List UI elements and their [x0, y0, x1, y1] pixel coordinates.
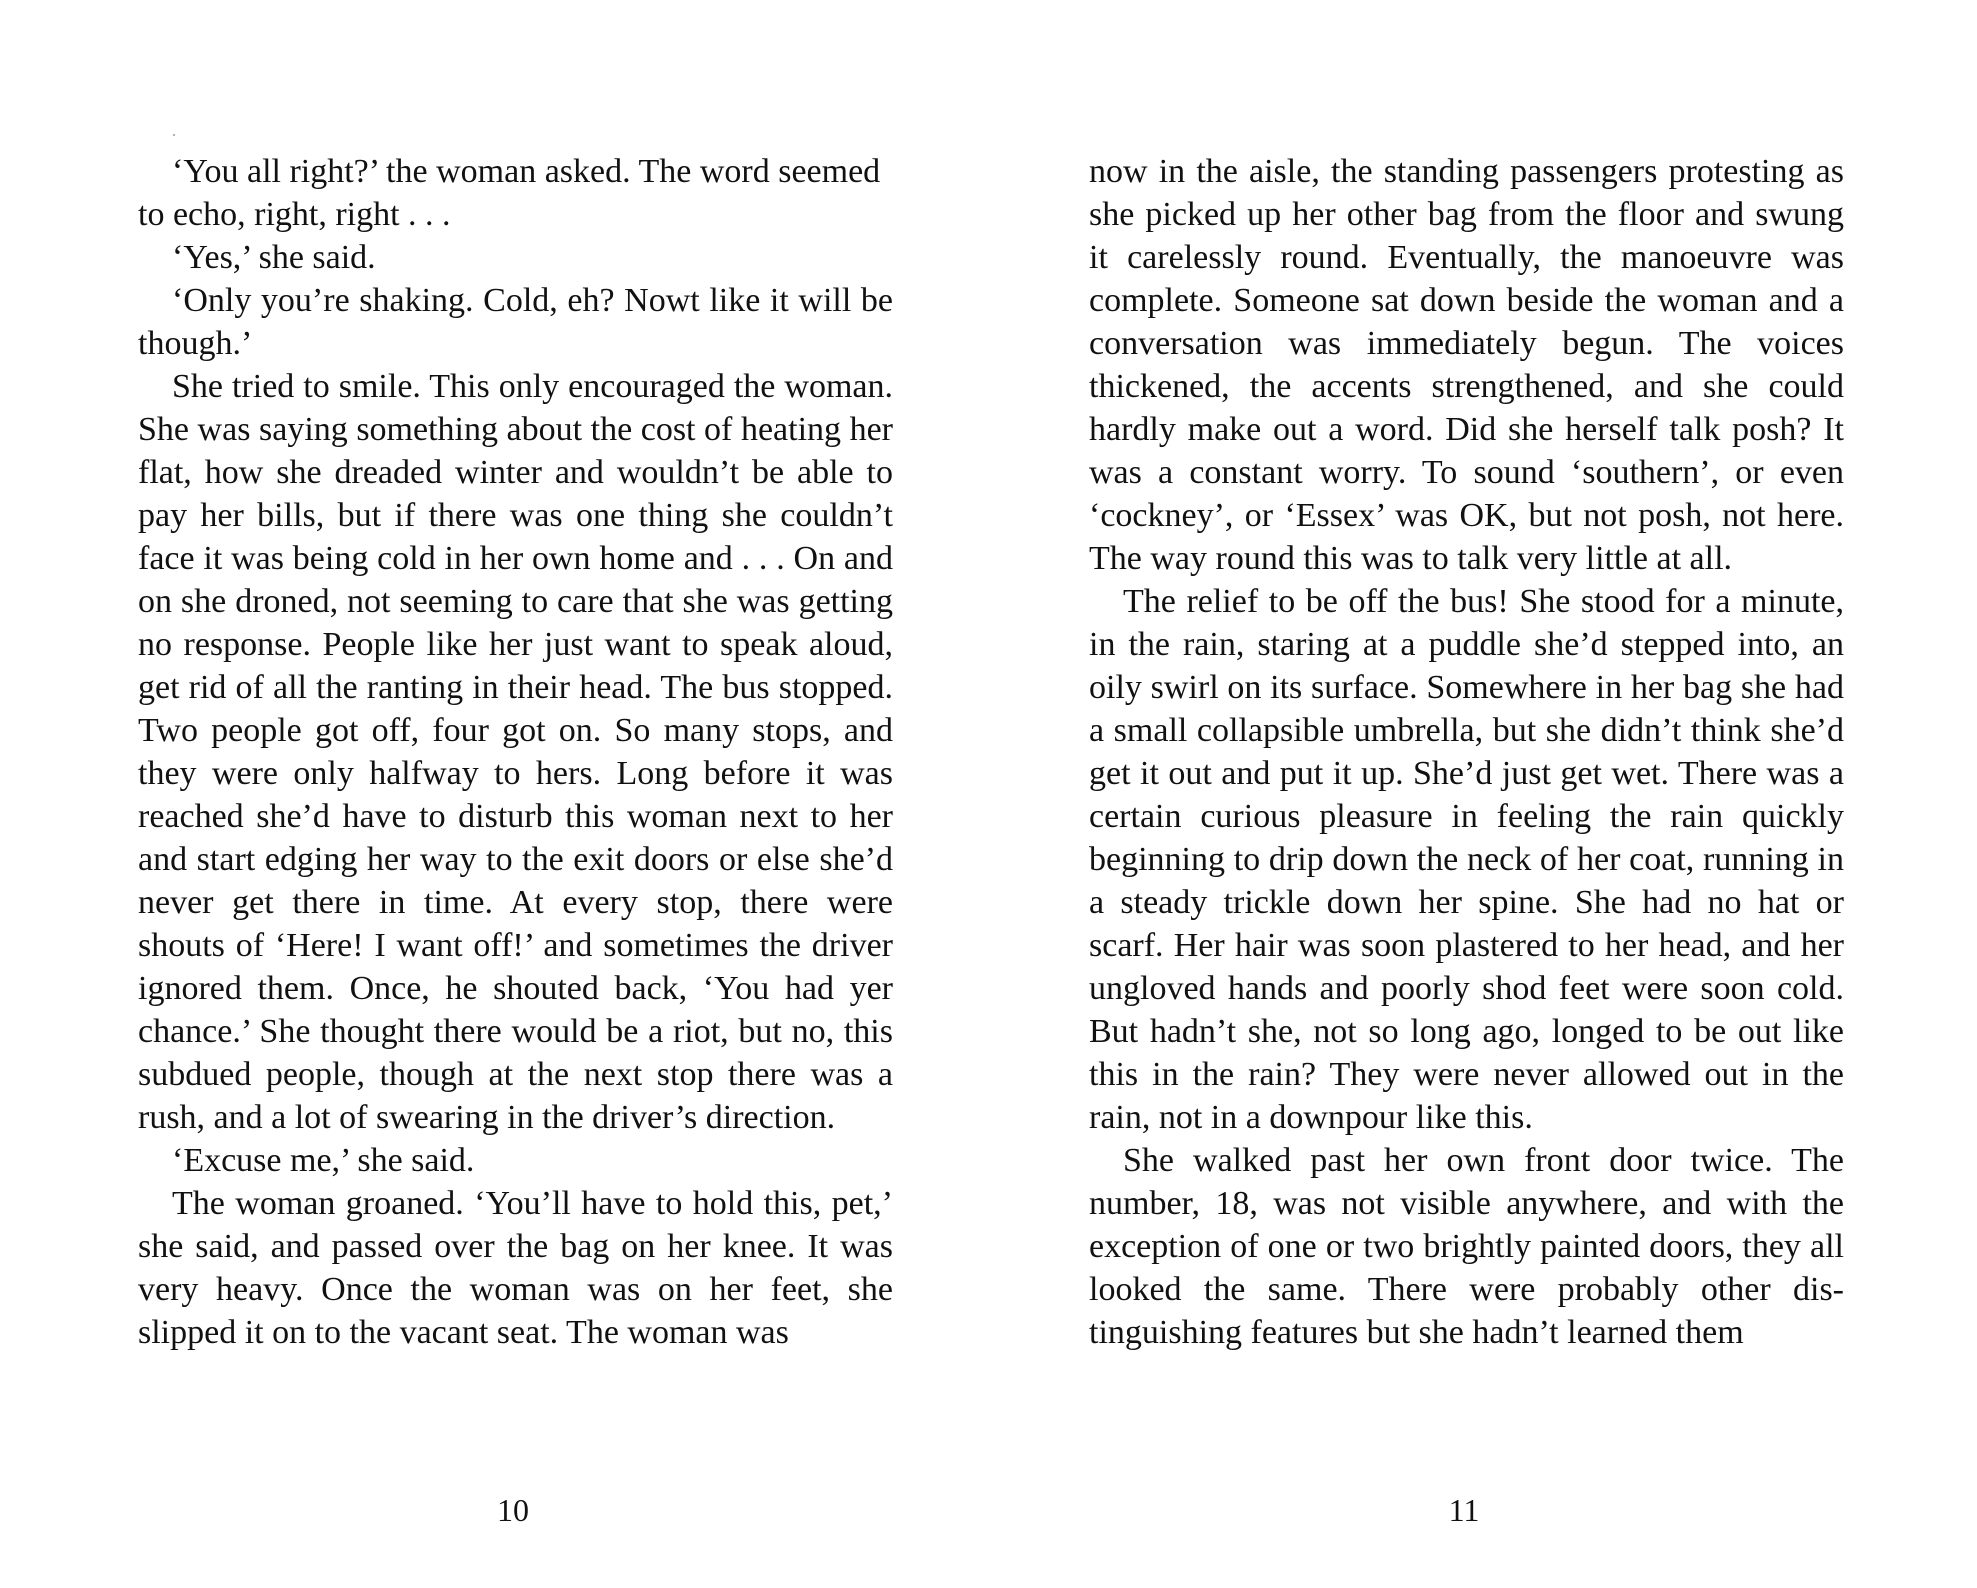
right-page-text	[1089, 150, 1844, 1354]
page-number-right: 11	[1448, 1492, 1480, 1528]
paragraph: She tried to smile. This only encouraged the woman. She was saying something about the cost of heating her flat, how she dreaded winter and wouldn’t be able to pay her bills, but if there was one thing she couldn’t face it was being cold in her own home and . . . On and on she droned, not seeming to care that she was getting no response. People like her just want to speak aloud, get rid of all the ranting in their head. The bus stopped. Two people got off, four got on. So many stops, and they were only halfway to hers. Long before it was reached she’d have to disturb this woman next to her and start edging her way to the exit doors or else she’d never get there in time. At every stop, there were shouts of ‘Here! I want off!’ and sometimes the driver ignored them. Once, he shouted back, ‘You had yer chance.’ She thought there would be a riot, but no, this subdued people, though at the next stop there was a rush, and a lot of swearing in the driver’s direction.	[138, 368, 893, 1136]
paragraph: ‘Yes,’ she said.	[172, 239, 376, 276]
paragraph: The woman groaned. ‘You’ll have to hold this, pet,’ she said, and passed over the bag on her knee. It was very heavy. Once the woman was on her feet, she slipped it on to the vacant seat. The woman was	[138, 1185, 893, 1351]
paragraph: ‘You all right?’ the woman asked. The word seemed to echo, right, right . . .	[138, 153, 881, 233]
paragraph: ‘Only you’re shaking. Cold, eh? Nowt like it will be though.’	[138, 282, 893, 362]
paragraph: ‘Excuse me,’ she said.	[172, 1142, 475, 1179]
right-page	[1089, 150, 1844, 1354]
page-number-left: 10	[497, 1492, 529, 1528]
paragraph: now in the aisle, the standing passengers protesting as she picked up her other bag from the floor and swung it carelessly round. Eventually, the manoeuvre was complete. Someone sat down beside the woman and a conversation was immediately begun. The voices thickened, the accents strengthened, and she could hardly make out a word. Did she herself talk posh? It was a constant worry. To sound ‘southern’, or even ‘cockney’, or ‘Essex’ was OK, but not posh, not here. The way round this was to talk very little at all.	[1089, 153, 1844, 577]
left-page	[138, 150, 893, 1354]
paragraph: The relief to be off the bus! She stood for a minute, in the rain, staring at a puddle she’d stepped into, an oily swirl on its surface. Somewhere in her bag she had a small collapsible umbrella, but she didn’t think she’d get it out and put it up. She’d just get wet. There was a certain curious pleasure in feeling the rain quickly beginning to drip down the neck of her coat, running in a steady trickle down her spine. She had no hat or scarf. Her hair was soon plastered to her head, and her ungloved hands and poorly shod feet were soon cold. But hadn’t she, not so long ago, longed to be out like this in the rain? They were never allowed out in the rain, not in a downpour like this.	[1089, 583, 1844, 1136]
left-page-text	[138, 150, 893, 1354]
print-speck	[173, 134, 175, 136]
paragraph: She walked past her own front door twice. The number, 18, was not visible anywhere, and with the exception of one or two brightly painted doors, they all looked the same. There were probably other distinguishing features but she hadn’t learned them	[1089, 1142, 1844, 1351]
